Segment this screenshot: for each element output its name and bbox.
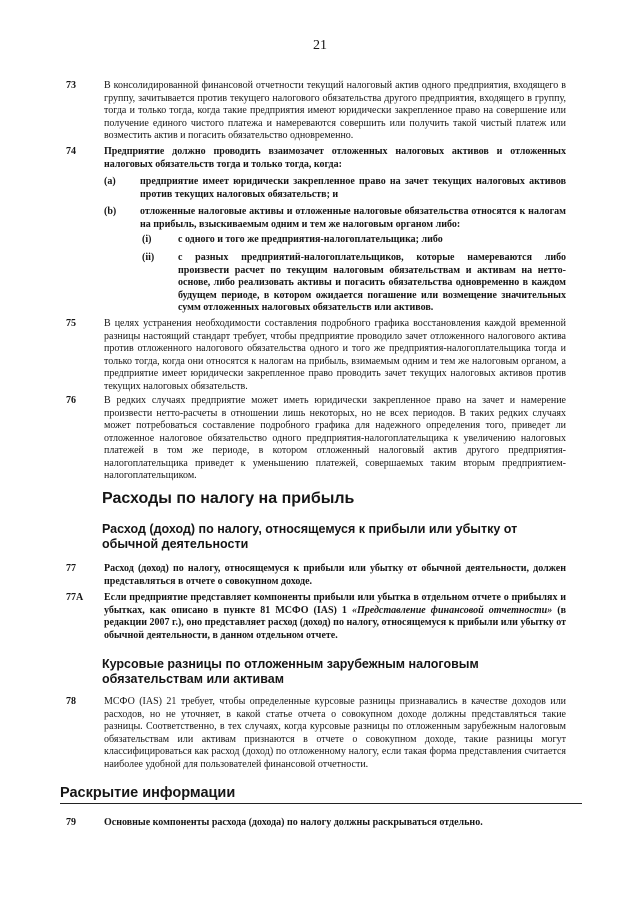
paragraph-77: Расход (доход) по налогу, относящемуся к прибыли или убытку от обычной деятельности, должен представляться в отчете о совокупном доходе. (104, 563, 566, 587)
paragraph-number: 74 (66, 146, 76, 157)
heading-underline (60, 803, 582, 804)
subitem-label: (i) (142, 234, 152, 245)
paragraph-74: Предприятие должно проводить взаимозачет отложенных налоговых активов и отложенных налоговых обязательств тогда и только тогда, когда: (104, 146, 566, 170)
subsection-heading: Курсовые разницы по отложенным зарубежным налоговым обязательствам или активам (102, 657, 479, 686)
paragraph-number: 77A (66, 592, 84, 603)
paragraph-73: В консолидированной финансовой отчетности текущий налоговый актив одного предприятия, входящего в группу, зачитывается против текущего налогового обязательства другого предприятия, входящего в группу, тогда и только тогда, когда такие предприятия имеют юридически закрепленное право на совершение или получение единого чистого платежа и намереваются совершить или получить такой чистый платеж или возместить актив и погасить обязательство одновременно. (104, 80, 566, 141)
paragraph-number: 79 (66, 817, 76, 828)
paragraph-76: В редких случаях предприятие может иметь юридически закрепленное право на зачет и намерение произвести нетто-расчеты в отношении лишь некоторых, но не всех периодов. В таких редких случаях может потребоваться составление подробного графика для надежного определения того, приведет ли отложенное налоговое обязательство одного предприятия-налогоплательщика к увеличению налоговых платежей в том же периоде, в котором отложенный налоговый актив другого предприятия-налогоплательщика приведет к уменьшению платежей, совершаемых таким вторым предприятием-налогоплательщиком. (104, 395, 566, 481)
subitem-i: с одного и того же предприятия-налогоплательщика; либо (178, 234, 443, 245)
subsection-heading: Расход (доход) по налогу, относящемуся к прибыли или убытку от обычной деятельности (102, 522, 518, 551)
item-label: (a) (104, 176, 116, 187)
section-heading: Расходы по налогу на прибыль (102, 490, 355, 507)
paragraph-number: 78 (66, 696, 76, 707)
paragraph-77a: Если предприятие представляет компоненты прибыли или убытка в отдельном отчете о прибылях и убытках, как описано в пункте 81 МСФО (IAS) 1 «Представление финансовой отчетности» (в редакции 2007 г.), оно представляет расход (доход) по налогу, относящемуся к прибыли или убытку от обычной деятельности, в данном отдельном отчете. (104, 592, 567, 641)
section-heading: Раскрытие информации (60, 785, 236, 801)
paragraph-79: Основные компоненты расхода (дохода) по налогу должны раскрываться отдельно. (104, 817, 483, 828)
paragraph-number: 77 (66, 563, 76, 574)
page-number: 21 (313, 38, 327, 53)
subitem-label: (ii) (142, 252, 155, 263)
paragraph-78: МСФО (IAS) 21 требует, чтобы определенные курсовые разницы признавались в качестве доходов или расходов, но не уточняет, в какой статье отчета о совокупном доходе должны представляться такие разницы. Соответственно, в тех случаях, когда курсовые разницы по отложенным зарубежным налоговым обязательствам или активам признаются в отчете о совокупном доходе, такие разницы могут классифицироваться как расход (доход) по отложенному налогу, если такая форма представления считается наиболее удобной для пользователей финансовой отчетности. (104, 696, 566, 770)
item-b: отложенные налоговые активы и отложенные налоговые обязательства относятся к налогам на прибыль, взыскиваемым одним и тем же налоговым органом либо: (140, 206, 566, 230)
paragraph-number: 73 (66, 80, 76, 91)
paragraph-number: 76 (66, 395, 76, 406)
paragraph-number: 75 (66, 318, 76, 329)
item-a: предприятие имеет юридически закрепленное право на зачет текущих налоговых активов против текущих налоговых обязательств; и (140, 176, 566, 200)
paragraph-75: В целях устранения необходимости составления подробного графика восстановления каждой временной разницы настоящий стандарт требует, чтобы предприятие проводило зачет отложенного налогового актива против отложенного налогового обязательства одного и того же предприятия-налогоплательщика тогда и только тогда, когда они относятся к налогам на прибыль, взимаемым одним и тем же налоговым органом, а предприятие имеет юридически закрепленное право проводить зачет текущих налоговых активов против текущих налоговых обязательств. (104, 318, 566, 392)
subitem-ii: с разных предприятий-налогоплательщиков, которые намереваются либо произвести расчет по текущим налоговым обязательствам и активам на нетто-основе, либо реализовать активы и погасить обязательства одновременно в каждом будущем периоде, в котором ожидается погашение или возмещение значительных сумм отложенных налоговых обязательств или активов. (178, 252, 566, 313)
item-label: (b) (104, 206, 117, 217)
